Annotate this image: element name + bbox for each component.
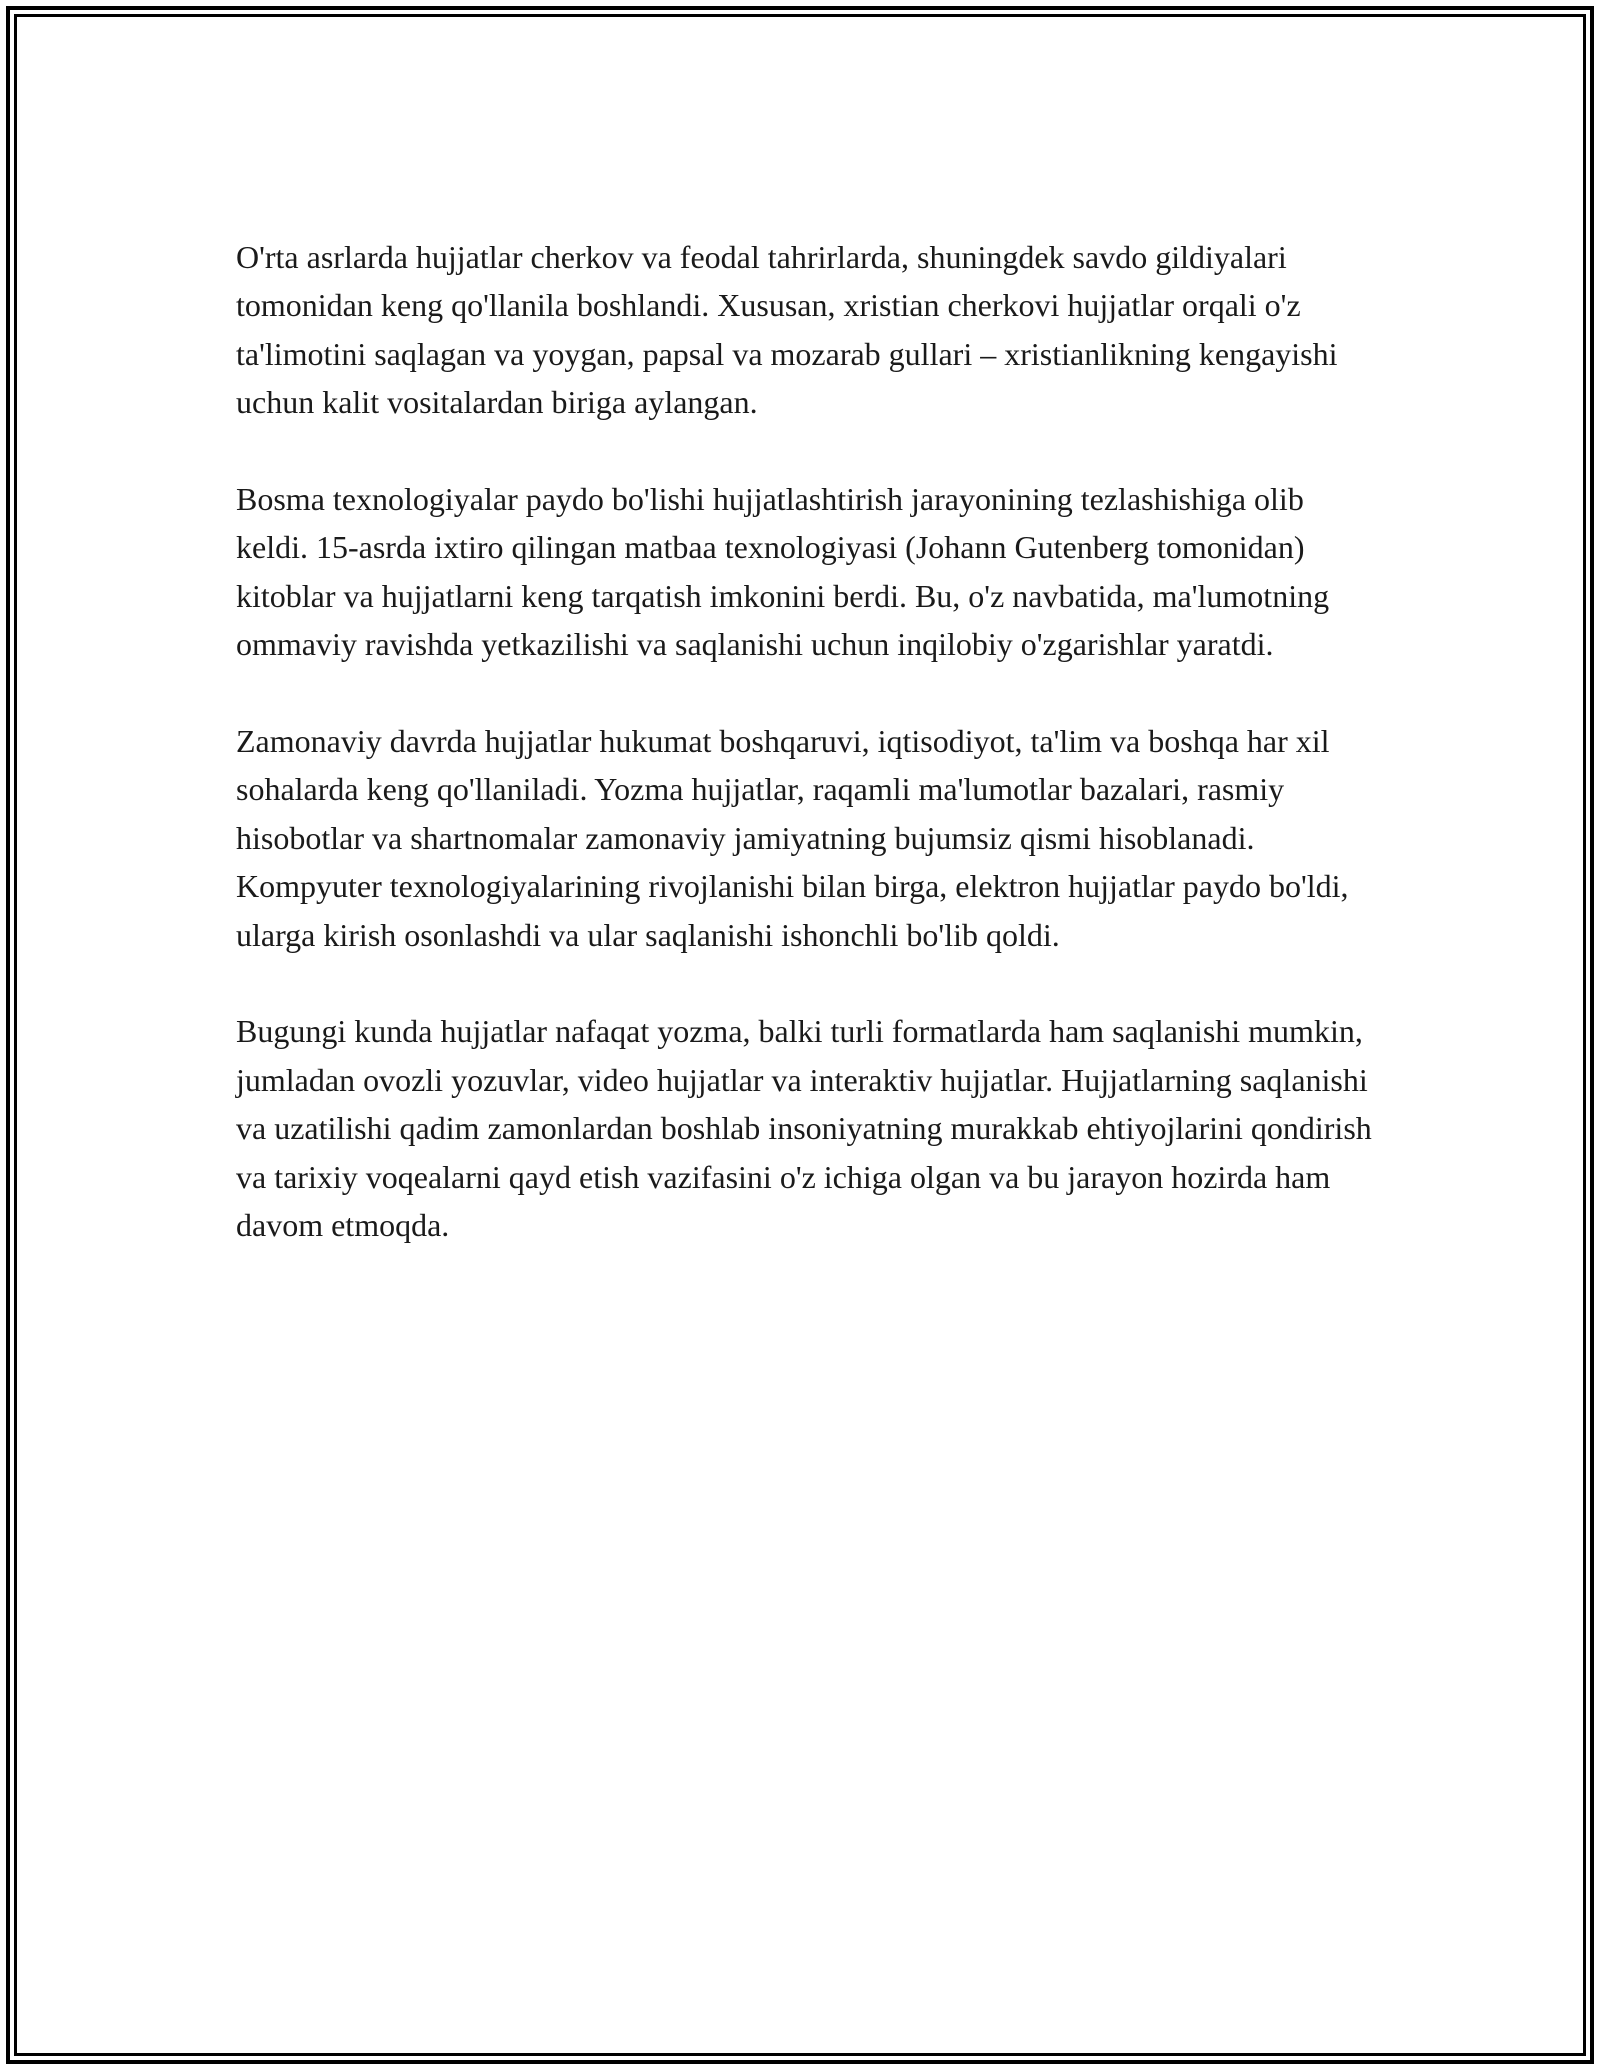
- document-body: [236, 233, 1376, 1298]
- paragraph-2: Bosma texnologiyalar paydo bo'lishi hujjatlashtirish jarayonining tezlashishiga olib keldi. 15-asrda ixtiro qilingan matbaa texnologiyasi (Johann Gutenberg tomonidan) kitoblar va hujjatlarni keng tarqatish imkonini berdi. Bu, o'z navbatida, ma'lumotning ommaviy ravishda yetkazilishi va saqlanishi uchun inqilobiy o'zgarishlar yaratdi.: [236, 481, 1330, 663]
- paragraph-4: Bugungi kunda hujjatlar nafaqat yozma, balki turli formatlarda ham saqlanishi mumkin, jumladan ovozli yozuvlar, video hujjatlar va interaktiv hujjatlar. Hujjatlarning saqlanishi va uzatilishi qadim zamonlardan boshlab insoniyatning murakkab ehtiyojlarini qondirish va tarixiy voqealarni qayd etish vazifasini o'z ichiga olgan va bu jarayon hozirda ham davom etmoqda.: [236, 1013, 1372, 1244]
- paragraph-1: O'rta asrlarda hujjatlar cherkov va feodal tahrirlarda, shuningdek savdo gildiyalari tomonidan keng qo'llanila boshlandi. Xususan, xristian cherkovi hujjatlar orqali o'z ta'limotini saqlagan va yoygan, papsal va mozarab gullari – xristianlikning kengayishi uchun kalit vositalardan biriga aylangan.: [236, 239, 1338, 421]
- paragraph-3: Zamonaviy davrda hujjatlar hukumat boshqaruvi, iqtisodiyot, ta'lim va boshqa har xil sohalarda keng qo'llaniladi. Yozma hujjatlar, raqamli ma'lumotlar bazalari, rasmiy hisobotlar va shartnomalar zamonaviy jamiyatning bujumsiz qismi hisoblanadi. Kompyuter texnologiyalarining rivojlanishi bilan birga, elektron hujjatlar paydo bo'ldi, ularga kirish osonlashdi va ular saqlanishi ishonchli bo'lib qoldi.: [236, 723, 1349, 953]
